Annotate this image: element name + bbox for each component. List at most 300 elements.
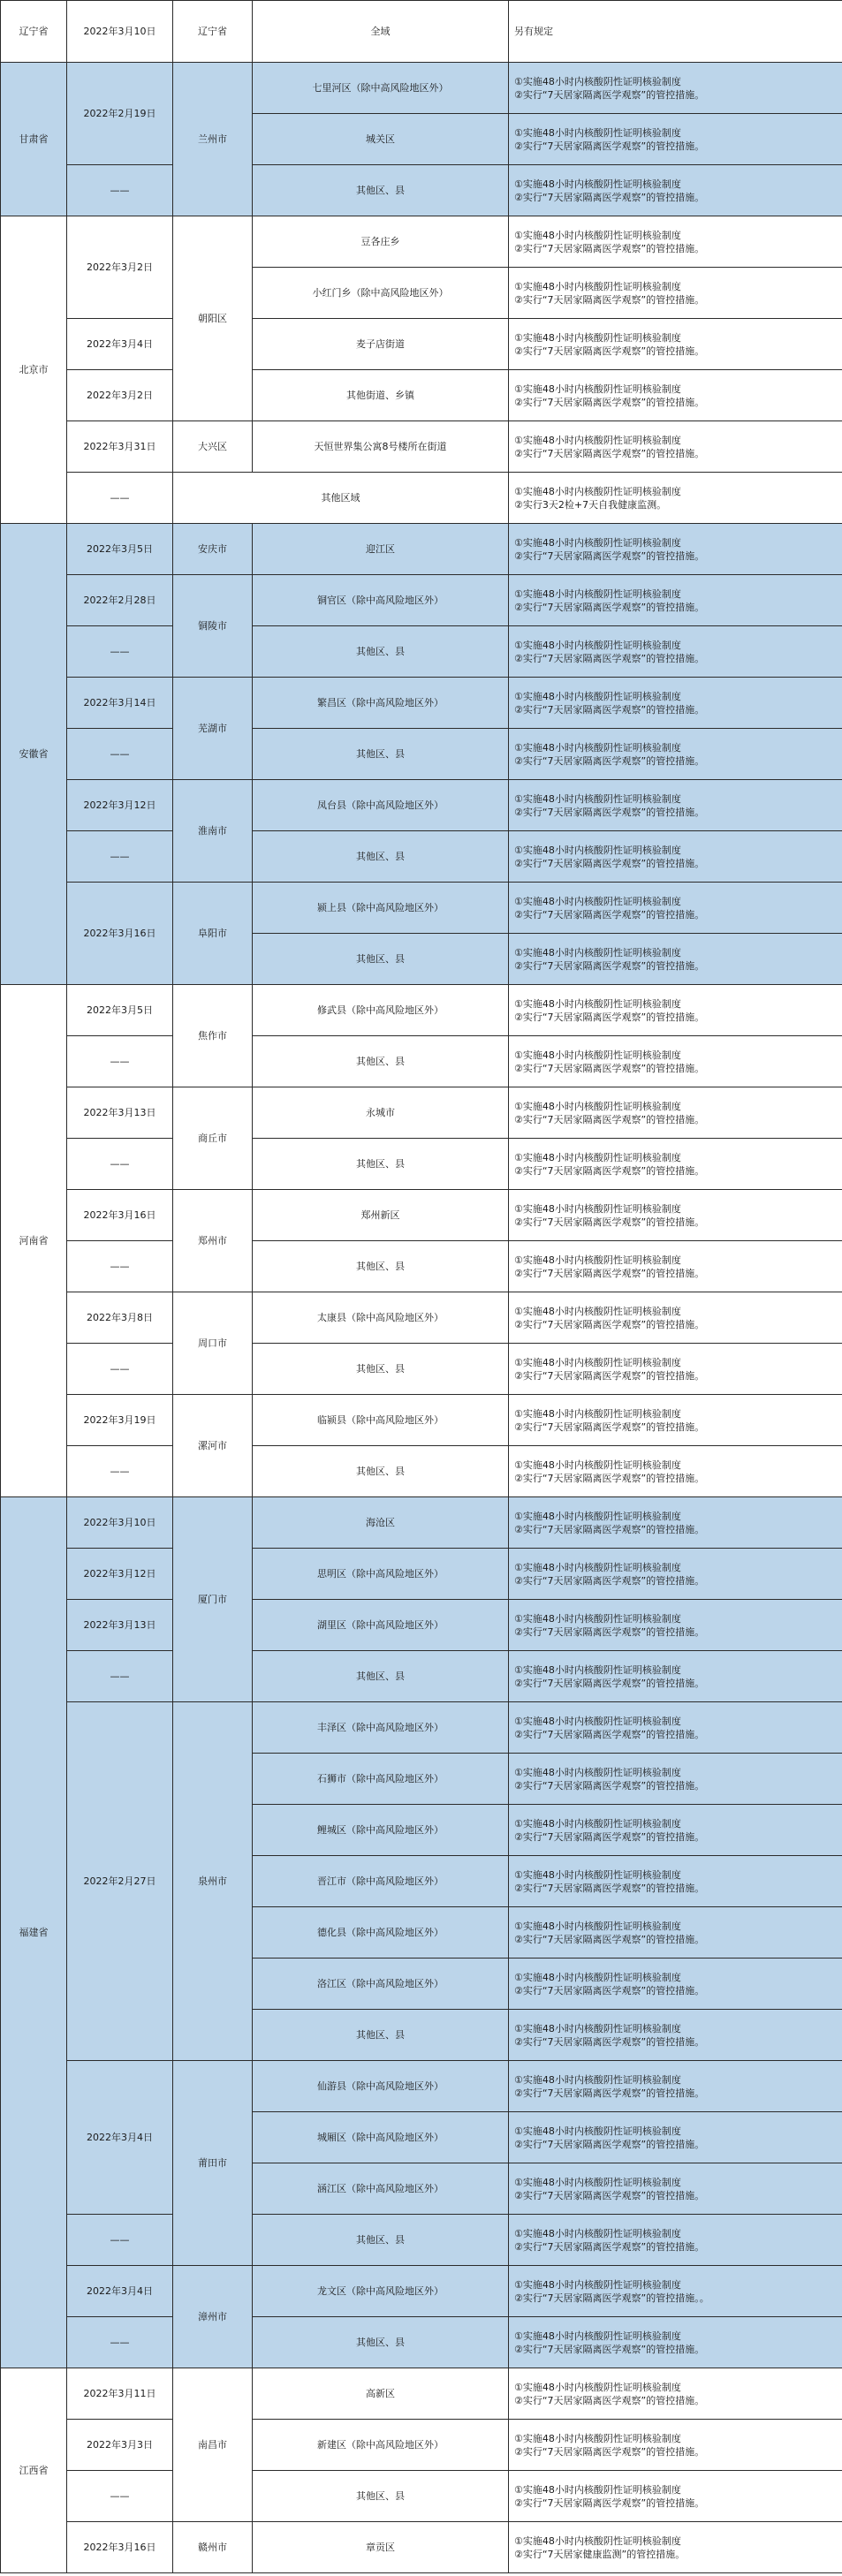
measure-line-1: ①实施48小时内核酸阴性证明核验制度 xyxy=(514,1305,681,1317)
date-cell: 2022年3月4日 xyxy=(67,319,173,370)
city-cell: 兰州市 xyxy=(173,63,253,216)
city-cell: 朝阳区 xyxy=(173,216,253,421)
measure-line-2: ②实行“7天居家隔离医学观察”的管控措施。 xyxy=(514,806,705,818)
measure-cell xyxy=(509,1446,842,1497)
measure-cell xyxy=(509,2010,842,2061)
measure-line-1: ①实施48小时内核酸阴性证明核验制度 xyxy=(514,1254,681,1266)
measure-cell xyxy=(509,1959,842,2010)
date-cell: 2022年2月27日 xyxy=(67,1702,173,2061)
measure-line-1: ①实施48小时内核酸阴性证明核验制度 xyxy=(514,2176,681,2188)
measure-cell xyxy=(509,1600,842,1651)
city-cell: 南昌市 xyxy=(173,2368,253,2522)
measure-line-2: ②实行“7天居家隔离医学观察”的管控措施。 xyxy=(514,191,705,203)
measure-line-1: ①实施48小时内核酸阴性证明核验制度 xyxy=(514,1510,681,1522)
measure-cell xyxy=(509,1087,842,1139)
city-cell: 淮南市 xyxy=(173,780,253,883)
measure-line-2: ②实行“7天居家隔离医学观察”的管控措施。 xyxy=(514,1933,705,1945)
table-row xyxy=(1,1087,842,1139)
table-row xyxy=(1,729,842,780)
city-cell: 厦门市 xyxy=(173,1497,253,1702)
measure-cell xyxy=(509,934,842,985)
measure-line-2: ②实行“7天居家隔离医学观察”的管控措施。。 xyxy=(514,2292,709,2304)
table-row xyxy=(1,626,842,678)
area-cell: 其他区、县 xyxy=(253,1446,509,1497)
measure-line-1: ①实施48小时内核酸阴性证明核验制度 xyxy=(514,1049,681,1061)
header-city: 辽宁省 xyxy=(173,1,253,63)
measure-cell xyxy=(509,1292,842,1344)
table-row xyxy=(1,575,842,626)
measure-line-2: ②实行“7天居家隔离医学观察”的管控措施。 xyxy=(514,2496,705,2509)
area-cell: 涵江区（除中高风险地区外） xyxy=(253,2163,509,2215)
header-measure: 另有规定 xyxy=(509,1,842,63)
area-cell: 新建区（除中高风险地区外） xyxy=(253,2420,509,2471)
measure-line-1: ①实施48小时内核酸阴性证明核验制度 xyxy=(514,2278,681,2291)
measure-line-1: ①实施48小时内核酸阴性证明核验制度 xyxy=(514,1715,681,1727)
city-cell: 阜阳市 xyxy=(173,883,253,985)
area-cell: 其他区、县 xyxy=(253,626,509,678)
table-row xyxy=(1,2471,842,2522)
area-cell: 城厢区（除中高风险地区外） xyxy=(253,2112,509,2163)
table-row xyxy=(1,2266,842,2317)
measure-line-2: ②实行“7天居家隔离医学观察”的管控措施。 xyxy=(514,1062,705,1074)
measure-line-2: ②实行“7天居家隔离医学观察”的管控措施。 xyxy=(514,1677,705,1689)
measure-cell xyxy=(509,1754,842,1805)
area-cell: 其他区、县 xyxy=(253,729,509,780)
date-cell: 2022年3月13日 xyxy=(67,1087,173,1139)
header-row xyxy=(1,1,842,63)
measure-line-1: ①实施48小时内核酸阴性证明核验制度 xyxy=(514,946,681,958)
measure-line-2: ②实行“7天居家隔离医学观察”的管控措施。 xyxy=(514,1216,705,1228)
city-cell: 莆田市 xyxy=(173,2061,253,2266)
measure-cell xyxy=(509,421,842,473)
measure-line-1: ①实施48小时内核酸阴性证明核验制度 xyxy=(514,536,681,549)
measure-cell xyxy=(509,1856,842,1907)
date-cell: —— xyxy=(67,1139,173,1190)
area-cell: 其他区、县 xyxy=(253,1241,509,1292)
measure-line-1: ①实施48小时内核酸阴性证明核验制度 xyxy=(514,331,681,344)
measure-line-1: ①实施48小时内核酸阴性证明核验制度 xyxy=(514,2022,681,2034)
province-cell: 安徽省 xyxy=(1,524,67,985)
measure-line-1: ①实施48小时内核酸阴性证明核验制度 xyxy=(514,1766,681,1778)
area-cell: 城关区 xyxy=(253,114,509,165)
table-row xyxy=(1,1549,842,1600)
measure-line-2: ②实行“7天居家隔离医学观察”的管控措施。 xyxy=(514,1369,705,1382)
measure-cell xyxy=(509,370,842,421)
city-cell: 安庆市 xyxy=(173,524,253,575)
area-cell: 龙文区（除中高风险地区外） xyxy=(253,2266,509,2317)
table-row xyxy=(1,319,842,370)
area-cell: 思明区（除中高风险地区外） xyxy=(253,1549,509,1600)
measure-cell xyxy=(509,1497,842,1549)
measure-line-2: ②实行“7天居家隔离医学观察”的管控措施。 xyxy=(514,1625,705,1638)
header-date: 2022年3月10日 xyxy=(67,1,173,63)
measure-cell xyxy=(509,1241,842,1292)
date-cell: 2022年3月3日 xyxy=(67,2420,173,2471)
measure-line-1: ①实施48小时内核酸阴性证明核验制度 xyxy=(514,1868,681,1881)
measure-cell xyxy=(509,1344,842,1395)
measure-line-2: ②实行“7天居家隔离医学观察”的管控措施。 xyxy=(514,857,705,869)
measure-line-2: ②实行“7天居家隔离医学观察”的管控措施。 xyxy=(514,396,705,408)
table-row xyxy=(1,1139,842,1190)
measure-line-1: ①实施48小时内核酸阴性证明核验制度 xyxy=(514,690,681,702)
table-row xyxy=(1,985,842,1036)
date-cell: 2022年2月28日 xyxy=(67,575,173,626)
measure-cell xyxy=(509,1190,842,1241)
measure-line-2: ②实行“7天居家隔离医学观察”的管控措施。 xyxy=(514,549,705,562)
date-cell: 2022年3月12日 xyxy=(67,1549,173,1600)
table-row xyxy=(1,524,842,575)
date-cell: —— xyxy=(67,1241,173,1292)
date-cell: 2022年3月31日 xyxy=(67,421,173,473)
table-row xyxy=(1,1497,842,1549)
date-cell: 2022年3月5日 xyxy=(67,985,173,1036)
area-cell: 其他区、县 xyxy=(253,1139,509,1190)
measure-cell xyxy=(509,1139,842,1190)
header-province: 辽宁省 xyxy=(1,1,67,63)
measure-line-2: ②实行“7天居家隔离医学观察”的管控措施。 xyxy=(514,703,705,716)
measure-line-2: ②实行“7天居家隔离医学观察”的管控措施。 xyxy=(514,1830,705,1843)
city-cell: 郑州市 xyxy=(173,1190,253,1292)
area-cell: 其他区、县 xyxy=(253,2010,509,2061)
area-cell: 太康县（除中高风险地区外） xyxy=(253,1292,509,1344)
table-row xyxy=(1,883,842,934)
measure-line-2: ②实行“7天居家隔离医学观察”的管控措施。 xyxy=(514,1011,705,1023)
table-row xyxy=(1,2420,842,2471)
measure-line-2: ②实行“7天居家隔离医学观察”的管控措施。 xyxy=(514,1984,705,1996)
city-cell: 大兴区 xyxy=(173,421,253,473)
date-cell: 2022年3月16日 xyxy=(67,2522,173,2573)
measure-cell xyxy=(509,2471,842,2522)
measure-line-1: ①实施48小时内核酸阴性证明核验制度 xyxy=(514,844,681,856)
measure-line-2: ②实行“7天居家隔离医学观察”的管控措施。 xyxy=(514,1882,705,1894)
measure-cell xyxy=(509,626,842,678)
measure-cell xyxy=(509,831,842,883)
area-cell: 麦子店街道 xyxy=(253,319,509,370)
measure-line-2: ②实行“7天居家隔离医学观察”的管控措施。 xyxy=(514,447,705,459)
table-row xyxy=(1,2368,842,2420)
measure-line-1: ①实施48小时内核酸阴性证明核验制度 xyxy=(514,2125,681,2137)
measure-line-1: ①实施48小时内核酸阴性证明核验制度 xyxy=(514,1561,681,1573)
measure-line-2: ②实行“7天居家隔离医学观察”的管控措施。 xyxy=(514,88,705,101)
table-row xyxy=(1,1395,842,1446)
area-cell: 其他区、县 xyxy=(253,831,509,883)
measure-line-2: ②实行“7天居家隔离医学观察”的管控措施。 xyxy=(514,345,705,357)
measure-line-1: ①实施48小时内核酸阴性证明核验制度 xyxy=(514,75,681,87)
table-row xyxy=(1,63,842,114)
header-area: 全域 xyxy=(253,1,509,63)
area-cell: 凤台县（除中高风险地区外） xyxy=(253,780,509,831)
measure-line-1: ①实施48小时内核酸阴性证明核验制度 xyxy=(514,178,681,190)
table-row xyxy=(1,2522,842,2573)
measure-line-2: ②实行“7天居家隔离医学观察”的管控措施。 xyxy=(514,1267,705,1279)
measure-line-1: ①实施48小时内核酸阴性证明核验制度 xyxy=(514,1407,681,1420)
area-cell: 其他区、县 xyxy=(253,165,509,216)
province-cell: 福建省 xyxy=(1,1497,67,2368)
table-row xyxy=(1,1190,842,1241)
measure-line-2: ②实行“7天居家隔离医学观察”的管控措施。 xyxy=(514,2138,705,2150)
table-row xyxy=(1,1651,842,1702)
measure-line-1: ①实施48小时内核酸阴性证明核验制度 xyxy=(514,2381,681,2393)
table-row xyxy=(1,1600,842,1651)
measure-line-1: ①实施48小时内核酸阴性证明核验制度 xyxy=(514,792,681,805)
measure-cell xyxy=(509,2420,842,2471)
table-row xyxy=(1,2215,842,2266)
measure-line-1: ①实施48小时内核酸阴性证明核验制度 xyxy=(514,1458,681,1471)
area-cell: 其他街道、乡镇 xyxy=(253,370,509,421)
area-cell: 其他区、县 xyxy=(253,934,509,985)
table-row xyxy=(1,831,842,883)
measure-line-2: ②实行“7天居家隔离医学观察”的管控措施。 xyxy=(514,1523,705,1535)
date-cell: —— xyxy=(67,2215,173,2266)
table-row xyxy=(1,2317,842,2368)
date-cell: —— xyxy=(67,165,173,216)
city-cell: 赣州市 xyxy=(173,2522,253,2573)
measure-line-2: ②实行“7天居家隔离医学观察”的管控措施。 xyxy=(514,2087,705,2099)
measure-line-1: ①实施48小时内核酸阴性证明核验制度 xyxy=(514,1151,681,1163)
area-cell: 海沧区 xyxy=(253,1497,509,1549)
table-row xyxy=(1,165,842,216)
date-cell: 2022年3月4日 xyxy=(67,2266,173,2317)
measure-line-1: ①实施48小时内核酸阴性证明核验制度 xyxy=(514,229,681,241)
area-cell: 临颍县（除中高风险地区外） xyxy=(253,1395,509,1446)
measure-cell xyxy=(509,1549,842,1600)
measure-cell xyxy=(509,1651,842,1702)
area-cell: 豆各庄乡 xyxy=(253,216,509,268)
table-row xyxy=(1,216,842,268)
area-cell: 仙游县（除中高风险地区外） xyxy=(253,2061,509,2112)
area-cell: 洛江区（除中高风险地区外） xyxy=(253,1959,509,2010)
date-cell: 2022年3月10日 xyxy=(67,1497,173,1549)
measure-line-2: ②实行“7天居家隔离医学观察”的管控措施。 xyxy=(514,601,705,613)
date-cell: —— xyxy=(67,1446,173,1497)
area-cell: 其他区、县 xyxy=(253,1036,509,1087)
table-row xyxy=(1,1292,842,1344)
area-cell: 颍上县（除中高风险地区外） xyxy=(253,883,509,934)
table-row xyxy=(1,1446,842,1497)
measure-line-1: ①实施48小时内核酸阴性证明核验制度 xyxy=(514,2330,681,2342)
measure-line-1: ①实施48小时内核酸阴性证明核验制度 xyxy=(514,1817,681,1830)
date-cell: 2022年3月12日 xyxy=(67,780,173,831)
area-cell: 鲤城区（除中高风险地区外） xyxy=(253,1805,509,1856)
measure-line-2: ②实行“7天居家隔离医学观察”的管控措施。 xyxy=(514,293,705,306)
measure-cell xyxy=(509,1395,842,1446)
area-cell: 天恒世界集公寓8号楼所在街道 xyxy=(253,421,509,473)
date-cell: 2022年3月19日 xyxy=(67,1395,173,1446)
date-cell: —— xyxy=(67,2317,173,2368)
area-cell: 郑州新区 xyxy=(253,1190,509,1241)
measure-cell xyxy=(509,678,842,729)
date-cell: 2022年3月8日 xyxy=(67,1292,173,1344)
measure-line-2: ②实行“7天居家隔离医学观察”的管控措施。 xyxy=(514,140,705,152)
area-cell: 德化县（除中高风险地区外） xyxy=(253,1907,509,1959)
table-row xyxy=(1,473,842,524)
measure-cell xyxy=(509,1907,842,1959)
measure-cell xyxy=(509,1805,842,1856)
measure-line-2: ②实行“7天居家隔离医学观察”的管控措施。 xyxy=(514,959,705,972)
measure-line-1: ①实施48小时内核酸阴性证明核验制度 xyxy=(514,741,681,754)
area-cell: 迎江区 xyxy=(253,524,509,575)
measure-line-1: ①实施48小时内核酸阴性证明核验制度 xyxy=(514,639,681,651)
city-cell: 泉州市 xyxy=(173,1702,253,2061)
measure-cell xyxy=(509,2368,842,2420)
province-cell: 甘肃省 xyxy=(1,63,67,216)
measure-line-1: ①实施48小时内核酸阴性证明核验制度 xyxy=(514,383,681,395)
measure-line-1: ①实施48小时内核酸阴性证明核验制度 xyxy=(514,2483,681,2496)
measure-cell xyxy=(509,575,842,626)
date-cell: 2022年3月16日 xyxy=(67,883,173,985)
measure-line-1: ①实施48小时内核酸阴性证明核验制度 xyxy=(514,434,681,446)
date-cell: 2022年3月16日 xyxy=(67,1190,173,1241)
measure-line-2: ②实行“7天居家隔离医学观察”的管控措施。 xyxy=(514,1779,705,1792)
table-row xyxy=(1,1036,842,1087)
measure-line-2: ②实行“7天居家隔离医学观察”的管控措施。 xyxy=(514,1113,705,1125)
measure-line-1: ①实施48小时内核酸阴性证明核验制度 xyxy=(514,2227,681,2239)
area-cell: 其他区、县 xyxy=(253,2215,509,2266)
date-cell: —— xyxy=(67,729,173,780)
date-cell: 2022年3月2日 xyxy=(67,370,173,421)
date-cell: 2022年3月11日 xyxy=(67,2368,173,2420)
measure-line-1: ①实施48小时内核酸阴性证明核验制度 xyxy=(514,2534,681,2547)
date-cell: —— xyxy=(67,1344,173,1395)
measure-cell xyxy=(509,63,842,114)
measure-cell xyxy=(509,1702,842,1754)
measure-cell xyxy=(509,2061,842,2112)
measure-line-1: ①实施48小时内核酸阴性证明核验制度 xyxy=(514,1663,681,1676)
province-cell: 河南省 xyxy=(1,985,67,1497)
table-row xyxy=(1,2061,842,2112)
area-cell: 七里河区（除中高风险地区外） xyxy=(253,63,509,114)
measure-cell xyxy=(509,114,842,165)
measure-line-1: ①实施48小时内核酸阴性证明核验制度 xyxy=(514,1612,681,1625)
date-cell: 2022年3月5日 xyxy=(67,524,173,575)
measure-cell xyxy=(509,2266,842,2317)
measure-line-1: ①实施48小时内核酸阴性证明核验制度 xyxy=(514,2073,681,2086)
measure-line-2: ②实行“7天居家隔离医学观察”的管控措施。 xyxy=(514,1318,705,1330)
date-cell: —— xyxy=(67,626,173,678)
measure-cell xyxy=(509,780,842,831)
measure-line-2: ②实行“7天居家隔离医学观察”的管控措施。 xyxy=(514,2394,705,2406)
measure-line-2: ②实行“7天居家隔离医学观察”的管控措施。 xyxy=(514,908,705,921)
measure-line-2: ②实行“7天居家隔离医学观察”的管控措施。 xyxy=(514,1472,705,1484)
date-cell: 2022年3月14日 xyxy=(67,678,173,729)
table-row xyxy=(1,370,842,421)
measure-cell xyxy=(509,985,842,1036)
city-cell: 周口市 xyxy=(173,1292,253,1395)
area-cell: 其他区、县 xyxy=(253,2471,509,2522)
measure-line-1: ①实施48小时内核酸阴性证明核验制度 xyxy=(514,126,681,139)
measure-line-2: ②实行“7天居家隔离医学观察”的管控措施。 xyxy=(514,1728,705,1740)
date-cell: 2022年3月2日 xyxy=(67,216,173,319)
date-cell: —— xyxy=(67,1036,173,1087)
measure-cell xyxy=(509,2522,842,2573)
measure-cell xyxy=(509,883,842,934)
measure-cell xyxy=(509,319,842,370)
table-row xyxy=(1,678,842,729)
measure-line-2: ②实行“7天居家隔离医学观察”的管控措施。 xyxy=(514,242,705,254)
measure-cell xyxy=(509,2317,842,2368)
measure-line-2: ②实行“7天居家隔离医学观察”的管控措施。 xyxy=(514,754,705,767)
measure-cell xyxy=(509,1036,842,1087)
measure-line-1: ①实施48小时内核酸阴性证明核验制度 xyxy=(514,280,681,292)
measure-line-2: ②实行“7天居家隔离医学观察”的管控措施。 xyxy=(514,1574,705,1587)
area-cell: 章贡区 xyxy=(253,2522,509,2573)
measure-cell xyxy=(509,165,842,216)
area-cell: 永城市 xyxy=(253,1087,509,1139)
area-cell: 繁昌区（除中高风险地区外） xyxy=(253,678,509,729)
area-cell: 高新区 xyxy=(253,2368,509,2420)
measure-line-1: ①实施48小时内核酸阴性证明核验制度 xyxy=(514,997,681,1010)
date-cell: —— xyxy=(67,2471,173,2522)
measure-cell xyxy=(509,473,842,524)
measure-line-1: ①实施48小时内核酸阴性证明核验制度 xyxy=(514,1971,681,1983)
measure-line-2: ②实行“7天居家隔离医学观察”的管控措施。 xyxy=(514,1421,705,1433)
date-cell: 2022年3月13日 xyxy=(67,1600,173,1651)
table-row xyxy=(1,1344,842,1395)
area-cell: 修武县（除中高风险地区外） xyxy=(253,985,509,1036)
area-cell: 晋江市（除中高风险地区外） xyxy=(253,1856,509,1907)
city-cell: 商丘市 xyxy=(173,1087,253,1190)
table-row xyxy=(1,1702,842,1754)
measure-cell xyxy=(509,216,842,268)
measure-line-2: ②实行3天2检+7天自我健康监测。 xyxy=(514,498,667,511)
area-cell: 小红门乡（除中高风险地区外） xyxy=(253,268,509,319)
measure-line-1: ①实施48小时内核酸阴性证明核验制度 xyxy=(514,1202,681,1215)
measure-cell xyxy=(509,2163,842,2215)
measure-cell xyxy=(509,2112,842,2163)
area-cell: 湖里区（除中高风险地区外） xyxy=(253,1600,509,1651)
table-row xyxy=(1,421,842,473)
measure-line-1: ①实施48小时内核酸阴性证明核验制度 xyxy=(514,1100,681,1112)
date-cell: 2022年2月19日 xyxy=(67,63,173,165)
measure-line-1: ①实施48小时内核酸阴性证明核验制度 xyxy=(514,1356,681,1368)
measure-line-1: ①实施48小时内核酸阴性证明核验制度 xyxy=(514,587,681,600)
city-cell: 铜陵市 xyxy=(173,575,253,678)
measure-line-2: ②实行“7天居家隔离医学观察”的管控措施。 xyxy=(514,2240,705,2253)
province-cell: 北京市 xyxy=(1,216,67,524)
date-cell: —— xyxy=(67,831,173,883)
measure-line-2: ②实行“7天居家隔离医学观察”的管控措施。 xyxy=(514,652,705,664)
date-cell: 2022年3月4日 xyxy=(67,2061,173,2215)
table-row xyxy=(1,780,842,831)
measure-line-2: ②实行“7天居家隔离医学观察”的管控措施。 xyxy=(514,2445,705,2458)
measure-line-2: ②实行“7天居家隔离医学观察”的管控措施。 xyxy=(514,2343,705,2355)
city-cell: 漳州市 xyxy=(173,2266,253,2368)
area-cell: 石狮市（除中高风险地区外） xyxy=(253,1754,509,1805)
province-cell: 江西省 xyxy=(1,2368,67,2573)
measure-cell xyxy=(509,524,842,575)
area-cell: 铜官区（除中高风险地区外） xyxy=(253,575,509,626)
measure-line-2: ②实行“7天居家健康监测”的管控措施。 xyxy=(514,2548,686,2560)
table-row xyxy=(1,1241,842,1292)
measure-line-2: ②实行“7天居家隔离医学观察”的管控措施。 xyxy=(514,1164,705,1177)
area-cell: 其他区域 xyxy=(173,473,509,524)
measure-cell xyxy=(509,2215,842,2266)
measure-line-1: ①实施48小时内核酸阴性证明核验制度 xyxy=(514,1920,681,1932)
date-cell: —— xyxy=(67,1651,173,1702)
city-cell: 焦作市 xyxy=(173,985,253,1087)
area-cell: 其他区、县 xyxy=(253,1344,509,1395)
measure-line-1: ①实施48小时内核酸阴性证明核验制度 xyxy=(514,485,681,497)
city-cell: 漯河市 xyxy=(173,1395,253,1497)
measure-line-2: ②实行“7天居家隔离医学观察”的管控措施。 xyxy=(514,2189,705,2201)
measure-line-2: ②实行“7天居家隔离医学观察”的管控措施。 xyxy=(514,2035,705,2048)
city-cell: 芜湖市 xyxy=(173,678,253,780)
area-cell: 其他区、县 xyxy=(253,2317,509,2368)
area-cell: 丰泽区（除中高风险地区外） xyxy=(253,1702,509,1754)
measure-line-1: ①实施48小时内核酸阴性证明核验制度 xyxy=(514,895,681,907)
measure-cell xyxy=(509,729,842,780)
area-cell: 其他区、县 xyxy=(253,1651,509,1702)
